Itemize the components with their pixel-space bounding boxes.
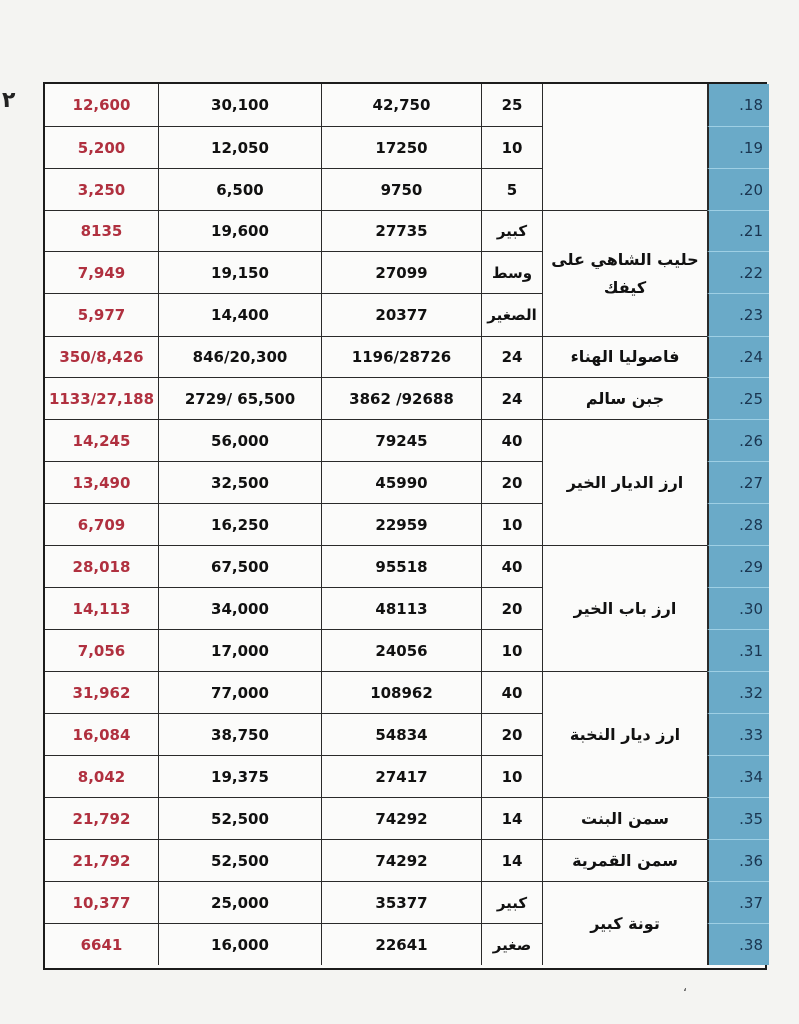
discount-cell: 16,084 <box>45 714 158 756</box>
size-cell: 10 <box>481 756 542 798</box>
row-number-cell: .20 <box>707 169 769 211</box>
price-cell: 846/20,300 <box>158 337 321 378</box>
row-number-cell: .32 <box>707 672 769 714</box>
row-number-cell: .28 <box>707 504 769 546</box>
total-cell: 1196/28726 <box>321 337 481 378</box>
product-name-cell: سمن القمرية <box>542 840 707 882</box>
price-cell: 19,600 <box>158 211 321 252</box>
total-cell: 3862 /92688 <box>321 378 481 420</box>
discount-cell: 31,962 <box>45 672 158 714</box>
total-cell: 42,750 <box>321 84 481 127</box>
discount-cell: 10,377 <box>45 882 158 924</box>
page-number-mark: ٢ <box>2 88 16 113</box>
price-cell: 16,000 <box>158 924 321 965</box>
discount-cell: 1133/27,188 <box>45 378 158 420</box>
product-name-cell: جبن سالم <box>542 378 707 420</box>
price-cell: 67,500 <box>158 546 321 588</box>
price-cell: 38,750 <box>158 714 321 756</box>
product-name-cell: سمن البنت <box>542 798 707 840</box>
size-cell: 5 <box>481 169 542 211</box>
size-cell: 40 <box>481 546 542 588</box>
row-number-cell: .35 <box>707 798 769 840</box>
size-cell: 24 <box>481 378 542 420</box>
total-cell: 27735 <box>321 211 481 252</box>
size-cell: 10 <box>481 630 542 672</box>
size-cell: 24 <box>481 337 542 378</box>
row-number-cell: .31 <box>707 630 769 672</box>
discount-cell: 8135 <box>45 211 158 252</box>
price-cell: 19,150 <box>158 252 321 294</box>
row-number-cell: .25 <box>707 378 769 420</box>
row-number-cell: .38 <box>707 924 769 965</box>
size-cell: 25 <box>481 84 542 127</box>
row-number-cell: .19 <box>707 127 769 169</box>
total-cell: 22959 <box>321 504 481 546</box>
price-cell: 17,000 <box>158 630 321 672</box>
discount-cell: 7,949 <box>45 252 158 294</box>
size-cell: 10 <box>481 504 542 546</box>
discount-cell: 8,042 <box>45 756 158 798</box>
price-cell: 56,000 <box>158 420 321 462</box>
row-number-cell: .29 <box>707 546 769 588</box>
size-cell: كبير <box>481 882 542 924</box>
row-number-cell: .18 <box>707 84 769 127</box>
size-cell: صغير <box>481 924 542 965</box>
price-cell: 25,000 <box>158 882 321 924</box>
row-number-cell: .24 <box>707 337 769 378</box>
price-cell: 34,000 <box>158 588 321 630</box>
total-cell: 95518 <box>321 546 481 588</box>
size-cell: الصغير <box>481 294 542 337</box>
total-cell: 22641 <box>321 924 481 965</box>
total-cell: 74292 <box>321 798 481 840</box>
price-cell: 52,500 <box>158 840 321 882</box>
price-cell: 14,400 <box>158 294 321 337</box>
row-number-cell: .21 <box>707 211 769 252</box>
discount-cell: 3,250 <box>45 169 158 211</box>
row-number-cell: .33 <box>707 714 769 756</box>
row-number-cell: .26 <box>707 420 769 462</box>
size-cell: كبير <box>481 211 542 252</box>
price-cell: 6,500 <box>158 169 321 211</box>
product-name-cell: ارز الديار الخير <box>542 420 707 546</box>
discount-cell: 14,245 <box>45 420 158 462</box>
size-cell: 10 <box>481 127 542 169</box>
size-cell: 40 <box>481 672 542 714</box>
product-name-cell: حليب الشاهي على كيفك <box>542 211 707 337</box>
row-number-cell: .37 <box>707 882 769 924</box>
total-cell: 24056 <box>321 630 481 672</box>
total-cell: 45990 <box>321 462 481 504</box>
size-cell: 20 <box>481 714 542 756</box>
price-cell: 2729/ 65,500 <box>158 378 321 420</box>
total-cell: 20377 <box>321 294 481 337</box>
price-cell: 12,050 <box>158 127 321 169</box>
product-name-cell-empty <box>542 84 707 211</box>
product-name-cell: ارز باب الخير <box>542 546 707 672</box>
discount-cell: 21,792 <box>45 840 158 882</box>
product-name-cell: تونة كبير <box>542 882 707 965</box>
footer-mark: ، <box>683 980 687 994</box>
discount-cell: 5,200 <box>45 127 158 169</box>
total-cell: 108962 <box>321 672 481 714</box>
price-cell: 52,500 <box>158 798 321 840</box>
row-number-cell: .36 <box>707 840 769 882</box>
total-cell: 74292 <box>321 840 481 882</box>
total-cell: 35377 <box>321 882 481 924</box>
total-cell: 27417 <box>321 756 481 798</box>
discount-cell: 14,113 <box>45 588 158 630</box>
size-cell: 20 <box>481 462 542 504</box>
discount-cell: 12,600 <box>45 84 158 127</box>
total-cell: 54834 <box>321 714 481 756</box>
size-cell: 20 <box>481 588 542 630</box>
product-name-cell: فاصوليا الهناء <box>542 337 707 378</box>
price-cell: 30,100 <box>158 84 321 127</box>
discount-cell: 21,792 <box>45 798 158 840</box>
discount-cell: 28,018 <box>45 546 158 588</box>
row-number-cell: .34 <box>707 756 769 798</box>
total-cell: 27099 <box>321 252 481 294</box>
price-cell: 19,375 <box>158 756 321 798</box>
row-number-cell: .27 <box>707 462 769 504</box>
total-cell: 17250 <box>321 127 481 169</box>
discount-cell: 7,056 <box>45 630 158 672</box>
size-cell: 40 <box>481 420 542 462</box>
total-cell: 9750 <box>321 169 481 211</box>
discount-cell: 5,977 <box>45 294 158 337</box>
total-cell: 48113 <box>321 588 481 630</box>
row-number-cell: .23 <box>707 294 769 337</box>
size-cell: 14 <box>481 798 542 840</box>
discount-cell: 350/8,426 <box>45 337 158 378</box>
price-cell: 16,250 <box>158 504 321 546</box>
total-cell: 79245 <box>321 420 481 462</box>
discount-cell: 13,490 <box>45 462 158 504</box>
size-cell: 14 <box>481 840 542 882</box>
discount-cell: 6,709 <box>45 504 158 546</box>
price-table <box>43 82 767 970</box>
row-number-cell: .30 <box>707 588 769 630</box>
row-number-cell: .22 <box>707 252 769 294</box>
size-cell: وسط <box>481 252 542 294</box>
price-cell: 32,500 <box>158 462 321 504</box>
discount-cell: 6641 <box>80 935 123 954</box>
product-name-cell: ارز ديار النخبة <box>542 672 707 798</box>
price-cell: 77,000 <box>158 672 321 714</box>
